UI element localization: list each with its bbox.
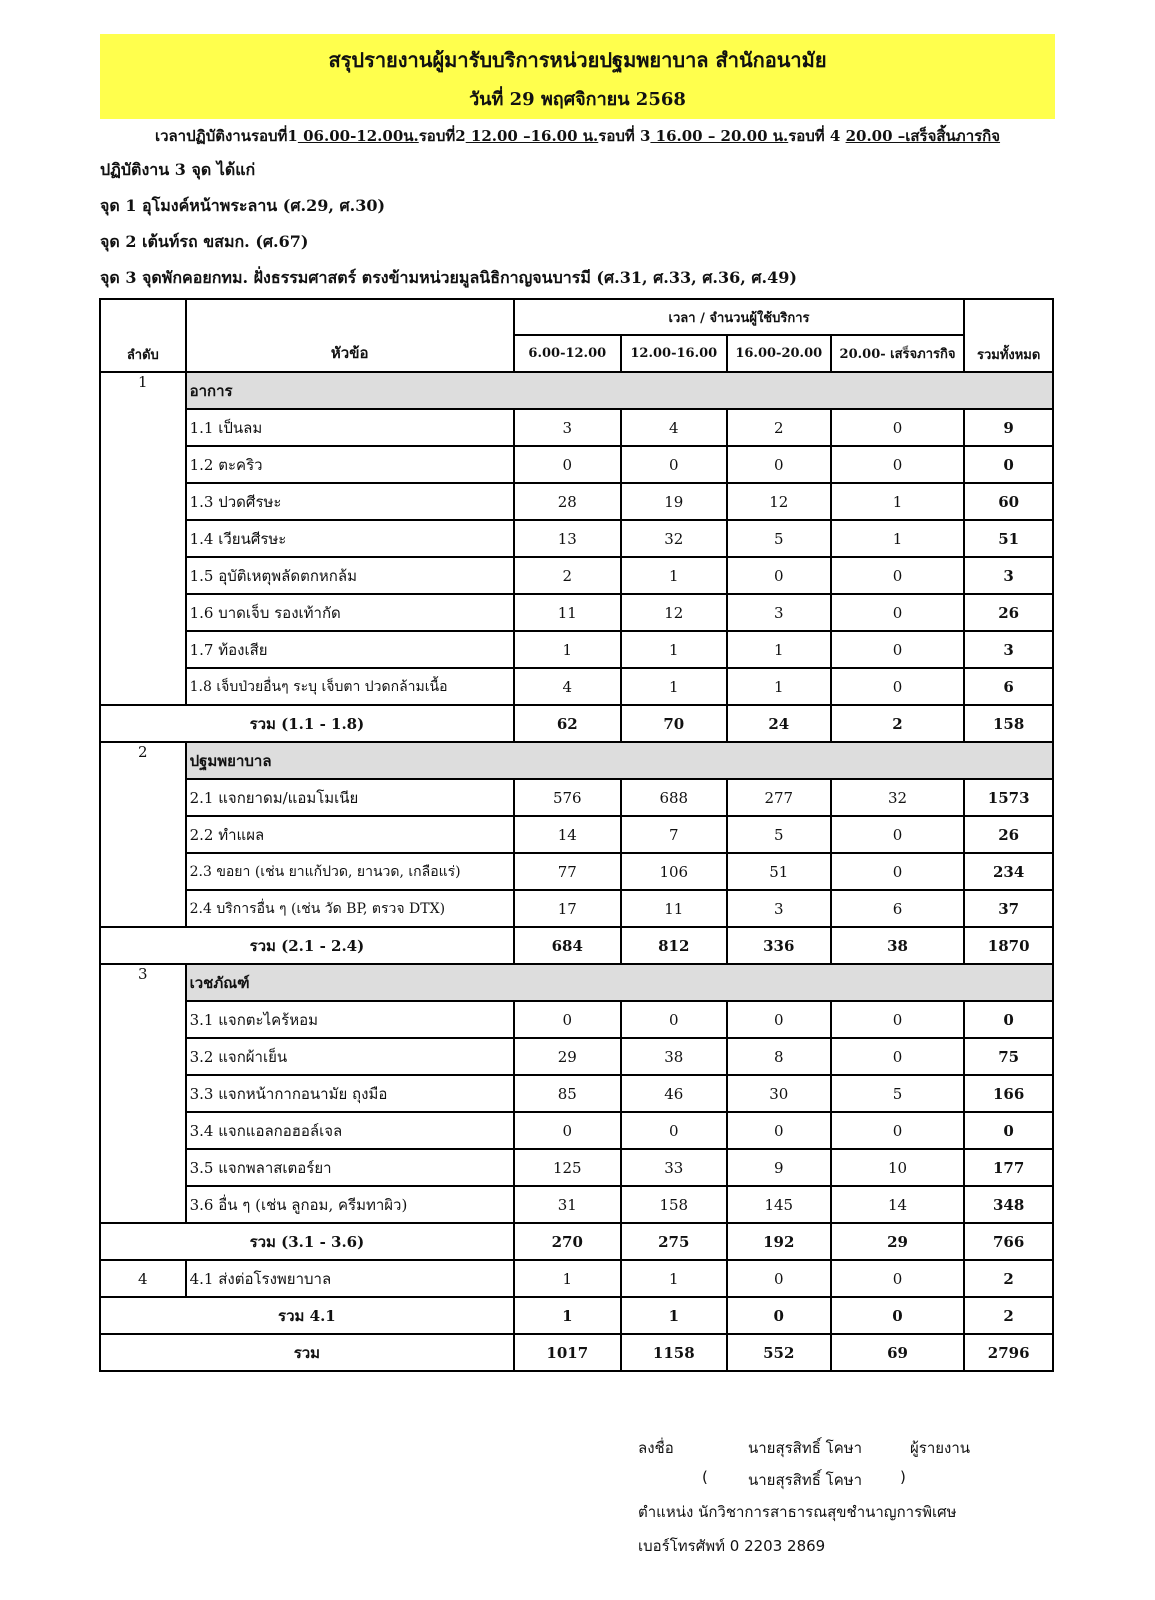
report-date: วันที่ 29 พฤศจิกายน 2568 xyxy=(469,89,686,110)
cell-value: 0 xyxy=(831,631,965,668)
subtotal-value: 29 xyxy=(831,1223,965,1260)
cell-value: 13 xyxy=(514,520,621,557)
cell-value: 5 xyxy=(727,816,831,853)
cell-value: 5 xyxy=(831,1075,965,1112)
report-table xyxy=(99,298,1054,1372)
report-title: สรุปรายงานผู้มารับบริการหน่วยปฐมพยาบาล สำนักอนามัย xyxy=(328,48,827,72)
title-banner xyxy=(100,34,1055,119)
subtotal-label: รวม (2.1 - 2.4) xyxy=(100,927,514,964)
cell-value: 0 xyxy=(831,668,965,705)
cell-value: 0 xyxy=(514,1112,621,1149)
section-seq: 1 xyxy=(100,372,186,705)
cell-value: 0 xyxy=(831,409,965,446)
cell-value: 0 xyxy=(727,1260,831,1297)
subtotal-value: 2 xyxy=(831,705,965,742)
cell-value: 0 xyxy=(831,853,965,890)
cell-value: 0 xyxy=(831,816,965,853)
cell-value: 11 xyxy=(514,594,621,631)
table-row xyxy=(100,1186,1053,1223)
subtotal-row xyxy=(100,705,1053,742)
header-seq: ลำดับ xyxy=(100,299,186,372)
cell-value: 0 xyxy=(727,1001,831,1038)
shift-1-time: 06.00-12.00น. xyxy=(297,127,419,145)
point-3: จุด 3 จุดพักคอยกทม. ฝั่งธรรมศาสตร์ ตรงข้ามหน่วยมูลนิธิกาญจนบารมี (ศ.31, ศ.33, ศ.36, ศ.49) xyxy=(100,268,797,287)
section-seq: 4 xyxy=(100,1260,186,1297)
cell-value: 1 xyxy=(621,557,727,594)
close-paren: ) xyxy=(900,1468,906,1486)
cell-value: 0 xyxy=(831,446,965,483)
shift-4-time: 20.00 –เสร็จสิ้นภารกิจ xyxy=(845,127,1001,145)
grand-total-value: 1017 xyxy=(514,1334,621,1371)
cell-value: 30 xyxy=(727,1075,831,1112)
subtotal-value: 684 xyxy=(514,927,621,964)
cell-value: 7 xyxy=(621,816,727,853)
cell-value: 0 xyxy=(621,446,727,483)
subtotal-value: 812 xyxy=(621,927,727,964)
shift-4-label: รอบที่ 4 xyxy=(788,127,846,145)
cell-value: 0 xyxy=(831,1260,965,1297)
cell-value: 0 xyxy=(831,594,965,631)
header-time-2: 12.00-16.00 xyxy=(621,335,727,372)
cell-value: 33 xyxy=(621,1149,727,1186)
cell-value: 28 xyxy=(514,483,621,520)
row-label: 2.3 ขอยา (เช่น ยาแก้ปวด, ยานวด, เกลือแร่) xyxy=(186,853,514,890)
cell-total: 234 xyxy=(964,853,1053,890)
grand-total-value: 1158 xyxy=(621,1334,727,1371)
cell-value: 0 xyxy=(727,1112,831,1149)
cell-value: 1 xyxy=(831,520,965,557)
row-label: 3.5 แจกพลาสเตอร์ยา xyxy=(186,1149,514,1186)
cell-value: 1 xyxy=(621,668,727,705)
subtotal-total: 2 xyxy=(964,1297,1053,1334)
cell-value: 1 xyxy=(514,1260,621,1297)
cell-value: 2 xyxy=(727,409,831,446)
cell-value: 0 xyxy=(727,446,831,483)
grand-total-label: รวม xyxy=(100,1334,514,1371)
row-label: 3.3 แจกหน้ากากอนามัย ถุงมือ xyxy=(186,1075,514,1112)
subtotal-total: 1870 xyxy=(964,927,1053,964)
cell-total: 166 xyxy=(964,1075,1053,1112)
section-name: เวชภัณฑ์ xyxy=(186,964,1053,1001)
cell-total: 37 xyxy=(964,890,1053,927)
subtotal-value: 336 xyxy=(727,927,831,964)
cell-value: 12 xyxy=(727,483,831,520)
subtotal-value: 70 xyxy=(621,705,727,742)
header-time-1: 6.00-12.00 xyxy=(514,335,621,372)
row-label: 1.6 บาดเจ็บ รองเท้ากัด xyxy=(186,594,514,631)
cell-total: 3 xyxy=(964,631,1053,668)
cell-total: 177 xyxy=(964,1149,1053,1186)
cell-value: 11 xyxy=(621,890,727,927)
cell-total: 0 xyxy=(964,446,1053,483)
cell-value: 2 xyxy=(514,557,621,594)
cell-value: 31 xyxy=(514,1186,621,1223)
cell-value: 3 xyxy=(727,594,831,631)
reporter-role: ผู้รายงาน xyxy=(910,1439,971,1457)
header-time-3: 16.00-20.00 xyxy=(727,335,831,372)
table-row xyxy=(100,779,1053,816)
table-row xyxy=(100,520,1053,557)
cell-value: 51 xyxy=(727,853,831,890)
cell-total: 0 xyxy=(964,1001,1053,1038)
section-header-row xyxy=(100,964,1053,1001)
subtotal-value: 38 xyxy=(831,927,965,964)
cell-total: 51 xyxy=(964,520,1053,557)
subtotal-total: 158 xyxy=(964,705,1053,742)
shift-3-time: 16.00 – 20.00 น. xyxy=(650,127,789,145)
row-label: 1.8 เจ็บป่วยอื่นๆ ระบุ เจ็บตา ปวดกล้ามเนื้อ xyxy=(186,668,514,705)
sign-label: ลงชื่อ xyxy=(638,1439,674,1457)
table-row xyxy=(100,1112,1053,1149)
cell-total: 75 xyxy=(964,1038,1053,1075)
cell-total: 1573 xyxy=(964,779,1053,816)
subtotal-value: 1 xyxy=(514,1297,621,1334)
cell-value: 0 xyxy=(831,557,965,594)
subtotal-label: รวม 4.1 xyxy=(100,1297,514,1334)
cell-value: 32 xyxy=(831,779,965,816)
grand-total-row xyxy=(100,1334,1053,1371)
table-row xyxy=(100,446,1053,483)
shift-times xyxy=(0,124,1155,148)
table-row xyxy=(100,1149,1053,1186)
cell-value: 0 xyxy=(621,1112,727,1149)
subtotal-total: 766 xyxy=(964,1223,1053,1260)
cell-value: 14 xyxy=(831,1186,965,1223)
cell-value: 0 xyxy=(831,1001,965,1038)
section-header-row xyxy=(100,372,1053,409)
cell-value: 29 xyxy=(514,1038,621,1075)
cell-total: 2 xyxy=(964,1260,1053,1297)
cell-value: 46 xyxy=(621,1075,727,1112)
cell-value: 77 xyxy=(514,853,621,890)
section-seq: 3 xyxy=(100,964,186,1223)
row-label: 1.7 ท้องเสีย xyxy=(186,631,514,668)
table-row xyxy=(100,1038,1053,1075)
cell-value: 1 xyxy=(621,631,727,668)
cell-total: 26 xyxy=(964,594,1053,631)
cell-value: 1 xyxy=(831,483,965,520)
row-label: 1.1 เป็นลม xyxy=(186,409,514,446)
section-name: ปฐมพยาบาล xyxy=(186,742,1053,779)
cell-value: 576 xyxy=(514,779,621,816)
shift-3-label: รอบที่ 3 xyxy=(598,127,651,145)
shift-1-label: เวลาปฏิบัติงานรอบที่1 xyxy=(154,127,298,145)
table-body xyxy=(100,372,1053,1371)
cell-value: 1 xyxy=(621,1260,727,1297)
cell-total: 6 xyxy=(964,668,1053,705)
cell-value: 9 xyxy=(727,1149,831,1186)
subtotal-label: รวม (3.1 - 3.6) xyxy=(100,1223,514,1260)
subtotal-value: 62 xyxy=(514,705,621,742)
row-label: 2.1 แจกยาดม/แอมโมเนีย xyxy=(186,779,514,816)
cell-value: 106 xyxy=(621,853,727,890)
reporter-position: ตำแหน่ง นักวิชาการสาธารณสุขชำนาญการพิเศษ xyxy=(638,1503,957,1521)
row-label: 2.2 ทำแผล xyxy=(186,816,514,853)
cell-value: 85 xyxy=(514,1075,621,1112)
header-time-4: 20.00- เสร็จภารกิจ xyxy=(831,335,965,372)
table-row xyxy=(100,483,1053,520)
cell-value: 145 xyxy=(727,1186,831,1223)
table-row xyxy=(100,853,1053,890)
cell-total: 60 xyxy=(964,483,1053,520)
points-intro: ปฏิบัติงาน 3 จุด ได้แก่ xyxy=(100,160,256,179)
point-1: จุด 1 อุโมงค์หน้าพระลาน (ศ.29, ศ.30) xyxy=(100,196,386,215)
open-paren: ( xyxy=(702,1468,708,1486)
cell-total: 348 xyxy=(964,1186,1053,1223)
cell-value: 125 xyxy=(514,1149,621,1186)
point-2: จุด 2 เต้นท์รถ ขสมก. (ศ.67) xyxy=(100,232,309,251)
grand-total-value: 69 xyxy=(831,1334,965,1371)
cell-value: 0 xyxy=(831,1112,965,1149)
cell-value: 1 xyxy=(727,668,831,705)
header-total: รวมทั้งหมด xyxy=(964,299,1053,372)
cell-value: 3 xyxy=(514,409,621,446)
cell-value: 38 xyxy=(621,1038,727,1075)
header-topic: หัวข้อ xyxy=(186,299,514,372)
subtotal-value: 24 xyxy=(727,705,831,742)
shift-2-time: 12.00 –16.00 น. xyxy=(465,127,599,145)
cell-total: 0 xyxy=(964,1112,1053,1149)
grand-total-total: 2796 xyxy=(964,1334,1053,1371)
cell-value: 0 xyxy=(514,1001,621,1038)
table-row xyxy=(100,668,1053,705)
section-name: อาการ xyxy=(186,372,1053,409)
cell-value: 277 xyxy=(727,779,831,816)
section-header-row xyxy=(100,742,1053,779)
cell-value: 12 xyxy=(621,594,727,631)
subtotal-row xyxy=(100,1223,1053,1260)
cell-value: 4 xyxy=(621,409,727,446)
cell-value: 6 xyxy=(831,890,965,927)
row-label: 1.3 ปวดศีรษะ xyxy=(186,483,514,520)
cell-total: 3 xyxy=(964,557,1053,594)
reporter-name: นายสุรสิทธิ์ โคษา xyxy=(748,1439,863,1457)
cell-value: 4 xyxy=(514,668,621,705)
cell-total: 26 xyxy=(964,816,1053,853)
cell-value: 10 xyxy=(831,1149,965,1186)
row-label: 1.5 อุบัติเหตุพลัดตกหกล้ม xyxy=(186,557,514,594)
cell-value: 688 xyxy=(621,779,727,816)
cell-value: 1 xyxy=(514,631,621,668)
subtotal-row xyxy=(100,1297,1053,1334)
table-row xyxy=(100,890,1053,927)
reporter-phone: เบอร์โทรศัพท์ 0 2203 2869 xyxy=(638,1537,826,1555)
table-row xyxy=(100,594,1053,631)
cell-value: 17 xyxy=(514,890,621,927)
subtotal-value: 0 xyxy=(831,1297,965,1334)
shift-2-label: รอบที่2 xyxy=(418,127,466,145)
cell-value: 158 xyxy=(621,1186,727,1223)
header-time-group: เวลา / จำนวนผู้ใช้บริการ xyxy=(514,299,965,335)
table-row xyxy=(100,1260,1053,1297)
cell-value: 5 xyxy=(727,520,831,557)
cell-value: 0 xyxy=(514,446,621,483)
section-seq: 2 xyxy=(100,742,186,927)
subtotal-row xyxy=(100,927,1053,964)
cell-value: 0 xyxy=(831,1038,965,1075)
table-row xyxy=(100,557,1053,594)
subtotal-value: 1 xyxy=(621,1297,727,1334)
cell-value: 8 xyxy=(727,1038,831,1075)
row-label: 3.2 แจกผ้าเย็น xyxy=(186,1038,514,1075)
cell-value: 32 xyxy=(621,520,727,557)
table-row xyxy=(100,409,1053,446)
subtotal-value: 0 xyxy=(727,1297,831,1334)
subtotal-label: รวม (1.1 - 1.8) xyxy=(100,705,514,742)
grand-total-value: 552 xyxy=(727,1334,831,1371)
cell-value: 0 xyxy=(621,1001,727,1038)
row-label: 4.1 ส่งต่อโรงพยาบาล xyxy=(186,1260,514,1297)
table-row xyxy=(100,816,1053,853)
cell-total: 9 xyxy=(964,409,1053,446)
cell-value: 0 xyxy=(727,557,831,594)
row-label: 1.2 ตะคริว xyxy=(186,446,514,483)
cell-value: 14 xyxy=(514,816,621,853)
table-row xyxy=(100,1075,1053,1112)
cell-value: 19 xyxy=(621,483,727,520)
row-label: 3.1 แจกตะไคร้หอม xyxy=(186,1001,514,1038)
row-label: 3.4 แจกแอลกอฮอล์เจล xyxy=(186,1112,514,1149)
reporter-name-printed: นายสุรสิทธิ์ โคษา xyxy=(748,1471,863,1489)
row-label: 1.4 เวียนศีรษะ xyxy=(186,520,514,557)
cell-value: 3 xyxy=(727,890,831,927)
subtotal-value: 270 xyxy=(514,1223,621,1260)
subtotal-value: 275 xyxy=(621,1223,727,1260)
subtotal-value: 192 xyxy=(727,1223,831,1260)
table-row xyxy=(100,1001,1053,1038)
row-label: 2.4 บริการอื่น ๆ (เช่น วัด BP, ตรวจ DTX) xyxy=(186,890,514,927)
cell-value: 1 xyxy=(727,631,831,668)
table-row xyxy=(100,631,1053,668)
row-label: 3.6 อื่น ๆ (เช่น ลูกอม, ครีมทาผิว) xyxy=(186,1186,514,1223)
